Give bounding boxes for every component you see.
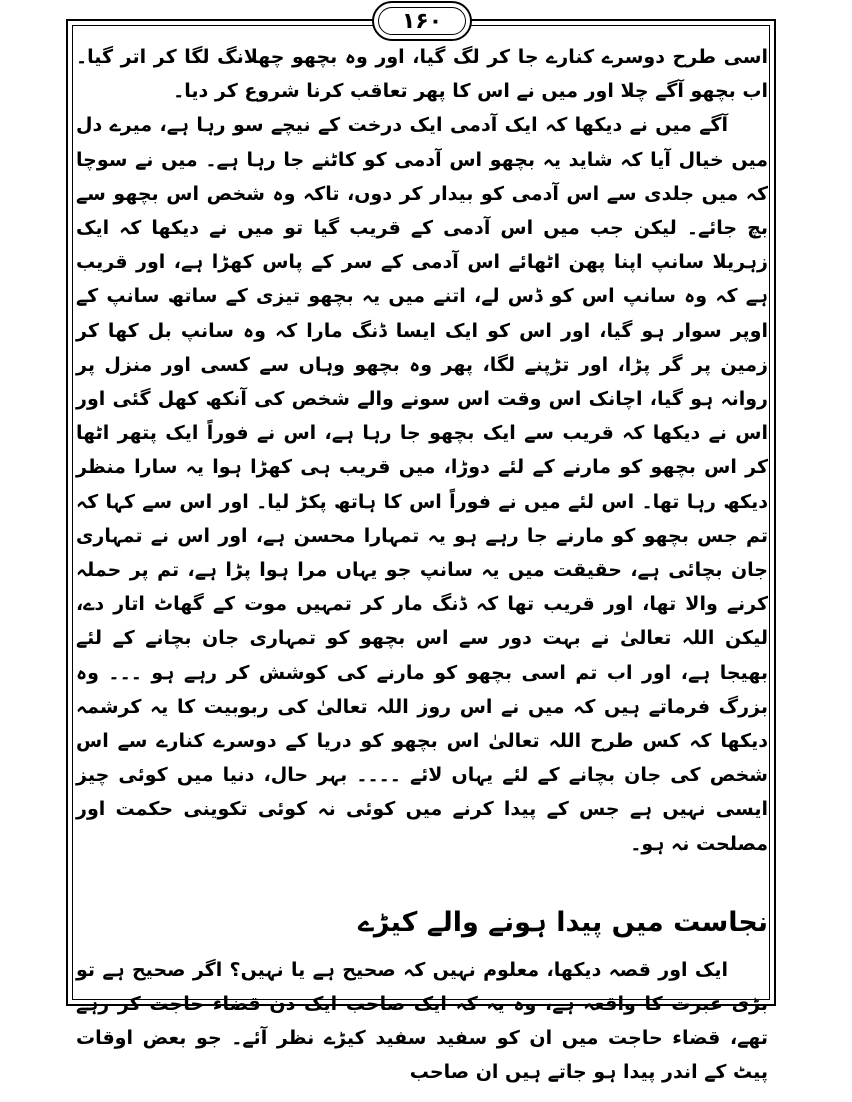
section-heading: نجاست میں پیدا ہونے والے کیڑے xyxy=(358,906,768,938)
paragraph-2: آگے میں نے دیکھا کہ ایک آدمی ایک درخت کے نیچے سو رہا ہے، میرے دل میں خیال آیا کہ شاید یہ بچھو اس آدمی کو کاٹنے جا رہا ہے۔ میں نے سوچا کہ میں جلدی سے اس آدمی کو بیدار کر دوں، تاکہ وہ شخص اس بچھو سے بچ جائے۔ لیکن جب میں اس آدمی کے قریب گیا تو میں نے دیکھا کہ ایک زہریلا سانپ اپنا پھن اٹھائے اس آدمی کے سر کے پاس کھڑا ہے، اور قریب ہے کہ وہ سانپ اس کو ڈس لے، اتنے میں یہ بچھو تیزی کے ساتھ سانپ کے اوپر سوار ہو گیا، اور اس کو ایک ایسا ڈنگ مارا کہ وہ سانپ بل کھا کر زمین پر گر پڑا، اور تڑپنے لگا، پھر وہ بچھو وہاں سے کسی اور منزل پر روانہ ہو گیا، اچانک اس وقت اس سونے والے شخص کی آنکھ کھل گئی اور اس نے دیکھا کہ قریب سے ایک بچھو جا رہا ہے، اس نے فوراً ایک پتھر اٹھا کر اس بچھو کو مارنے کے لئے دوڑا، میں قریب ہی کھڑا ہوا یہ سارا منظر دیکھ رہا تھا۔ اس لئے میں نے فوراً اس کا ہاتھ پکڑ لیا۔ اور اس سے کہا کہ تم جس بچھو کو مارنے جا رہے ہو یہ تمہارا محسن ہے، اور اس نے تمہاری جان بچائی ہے، حقیقت میں یہ سانپ جو یہاں مرا ہوا پڑا ہے، تم پر حملہ کرنے والا تھا، اور قریب تھا کہ ڈنگ مار کر تمہیں موت کے گھاٹ اتار دے، لیکن اللہ تعالیٰ نے بہت دور سے اس بچھو کو تمہاری جان بچانے کے لئے بھیجا ہے، اور اب تم اسی بچھو کو مارنے کی کوشش کر رہے ہو ۔۔۔ وہ بزرگ فرماتے ہیں کہ میں نے اس روز اللہ تعالیٰ کی ربوبیت کا یہ کرشمہ دیکھا کہ کس طرح اللہ تعالیٰ اس بچھو کو دریا کے دوسرے کنارے سے اس شخص کی جان بچانے کے لئے یہاں لائے ۔۔۔۔ بہر حال، دنیا میں کوئی چیز ایسی نہیں ہے جس کے پیدا کرنے میں کوئی نہ کوئی تکوینی حکمت اور مصلحت نہ ہو۔ xyxy=(76,114,768,855)
section-paragraph-1: ایک اور قصہ دیکھا، معلوم نہیں کہ صحیح ہے یا نہیں؟ اگر صحیح ہے تو بڑی عبرت کا واقعہ ہے، وہ یہ کہ ایک صاحب ایک دن قضاء حاجت کر رہے تھے، قضاء حاجت میں ان کو سفید سفید کیڑے نظر آئے۔ جو بعض اوقات پیٹ کے اندر پیدا ہو جاتے ہیں ان صاحب xyxy=(76,958,768,1084)
page-number-frame xyxy=(372,1,472,41)
page-content xyxy=(76,40,768,1090)
page-number: ۱۶۰ xyxy=(401,8,443,34)
paragraph-1: اسی طرح دوسرے کنارے جا کر لگ گیا، اور وہ بچھو چھلانگ لگا کر اتر گیا۔ اب بچھو آگے چلا اور میں نے اس کا پھر تعاقب کرنا شروع کر دیا۔ xyxy=(76,46,768,103)
